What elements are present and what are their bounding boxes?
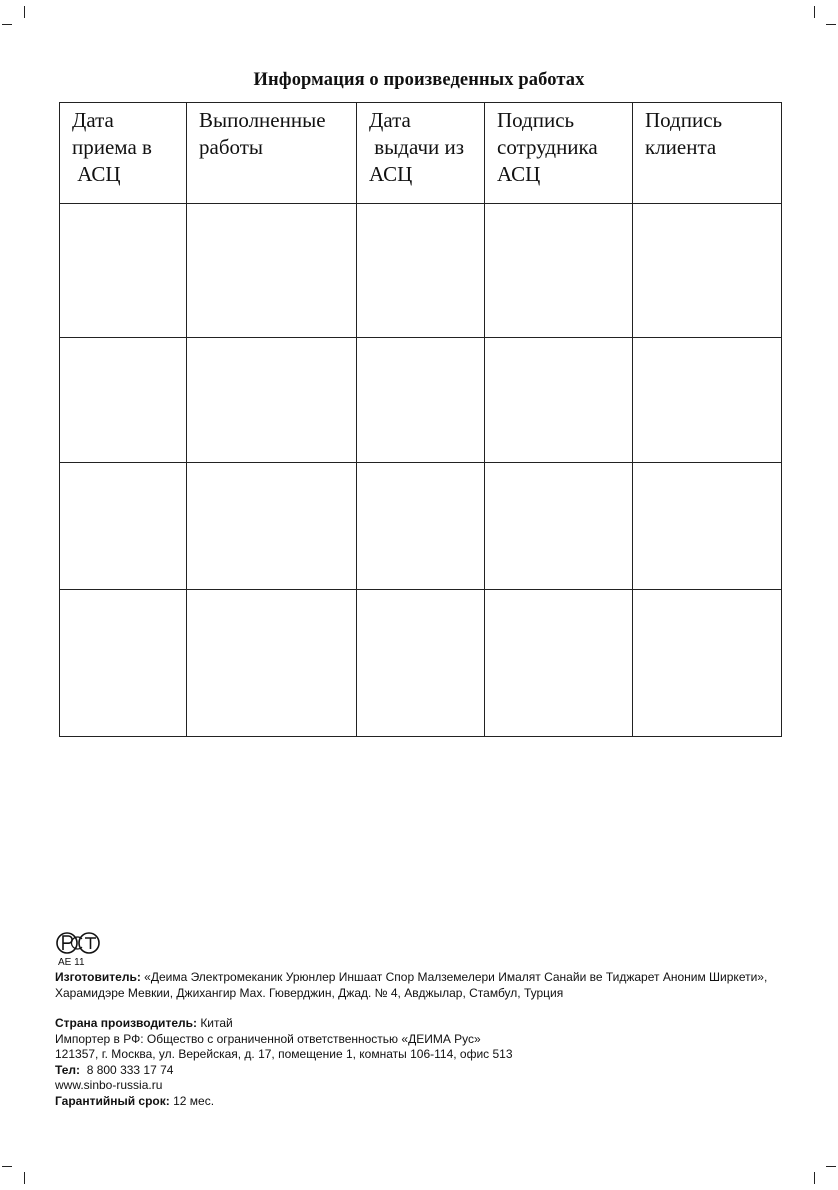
footer [55, 930, 795, 1109]
table-cell[interactable] [60, 338, 187, 463]
crop-mark [24, 1172, 25, 1184]
manufacturer-text: «Деима Электромеканик Урюнлер Иншаат Спор Малземелери Ималят Санайи ве Тиджарет Аноним Ширкети», [140, 970, 768, 984]
rst-certification-mark-icon [56, 930, 102, 956]
table-cell[interactable] [357, 463, 485, 590]
table-row [60, 204, 782, 338]
header-works-done [187, 103, 357, 204]
header-date-issued [357, 103, 485, 204]
warranty-label: Гарантийный срок: [55, 1093, 170, 1108]
table-cell[interactable] [187, 204, 357, 338]
importer-text: Импортер в РФ: Общество с ограниченной ответственностью «ДЕИМА Рус» [55, 1031, 481, 1046]
warranty-line [55, 1094, 795, 1110]
certification-code: AE 11 [58, 957, 85, 968]
header-line: клиента [645, 135, 717, 159]
header-employee-signature [485, 103, 633, 204]
header-line: Дата [369, 108, 411, 132]
crop-mark [2, 1166, 12, 1167]
phone-value: 8 800 333 17 74 [80, 1062, 174, 1077]
crop-mark [814, 6, 815, 18]
table-cell[interactable] [485, 204, 633, 338]
table-header-row [60, 103, 782, 204]
manufacturer-label: Изготовитель: [55, 970, 141, 984]
header-line: Подпись [645, 108, 723, 132]
table-row [60, 338, 782, 463]
header-line: Дата [72, 108, 114, 132]
table-row [60, 463, 782, 590]
crop-mark [24, 6, 25, 18]
table-cell[interactable] [60, 463, 187, 590]
table-cell[interactable] [187, 590, 357, 737]
crop-mark [2, 24, 12, 25]
table-cell[interactable] [485, 590, 633, 737]
header-line: выдачи из [369, 135, 465, 159]
table-cell[interactable] [633, 463, 782, 590]
phone-label: Тел: [55, 1062, 81, 1077]
table-row [60, 590, 782, 737]
header-line: сотрудника [497, 135, 598, 159]
crop-mark [826, 1166, 836, 1167]
table-cell[interactable] [633, 204, 782, 338]
country-label: Страна производитель: [55, 1016, 197, 1030]
crop-mark [814, 1172, 815, 1184]
phone-line [55, 1063, 795, 1079]
header-line: приема в [72, 135, 152, 159]
manufacturer-line [55, 970, 795, 986]
table-cell[interactable] [485, 338, 633, 463]
table-cell[interactable] [60, 204, 187, 338]
crop-mark [826, 24, 836, 25]
header-line: Выполненные [199, 108, 326, 132]
table-cell[interactable] [633, 590, 782, 737]
table-cell[interactable] [357, 590, 485, 737]
warranty-value: 12 мес. [169, 1093, 215, 1108]
header-client-signature [633, 103, 782, 204]
website-link[interactable]: www.sinbo-russia.ru [55, 1078, 163, 1092]
country-line [55, 1016, 795, 1032]
header-date-received [60, 103, 187, 204]
table-cell[interactable] [60, 590, 187, 737]
header-line: АСЦ [497, 162, 541, 186]
table-cell[interactable] [357, 204, 485, 338]
header-line: Подпись [497, 108, 575, 132]
table-cell[interactable] [633, 338, 782, 463]
table-cell[interactable] [187, 463, 357, 590]
header-line: АСЦ [369, 162, 413, 186]
table-cell[interactable] [187, 338, 357, 463]
country-value: Китай [196, 1016, 233, 1030]
table-cell[interactable] [357, 338, 485, 463]
works-table [59, 102, 782, 737]
header-line: АСЦ [72, 162, 121, 186]
manufacturer-address: Харамидэре Мевкии, Джихангир Мах. Гюверджин, Джад. № 4, Авджылар, Стамбул, Турция [55, 985, 564, 1000]
header-line: работы [199, 135, 264, 159]
importer-address: 121357, г. Москва, ул. Верейская, д. 17, помещение 1, комнаты 106-114, офис 513 [55, 1047, 513, 1061]
page-title: Информация о произведенных работах [253, 70, 585, 90]
table-cell[interactable] [485, 463, 633, 590]
